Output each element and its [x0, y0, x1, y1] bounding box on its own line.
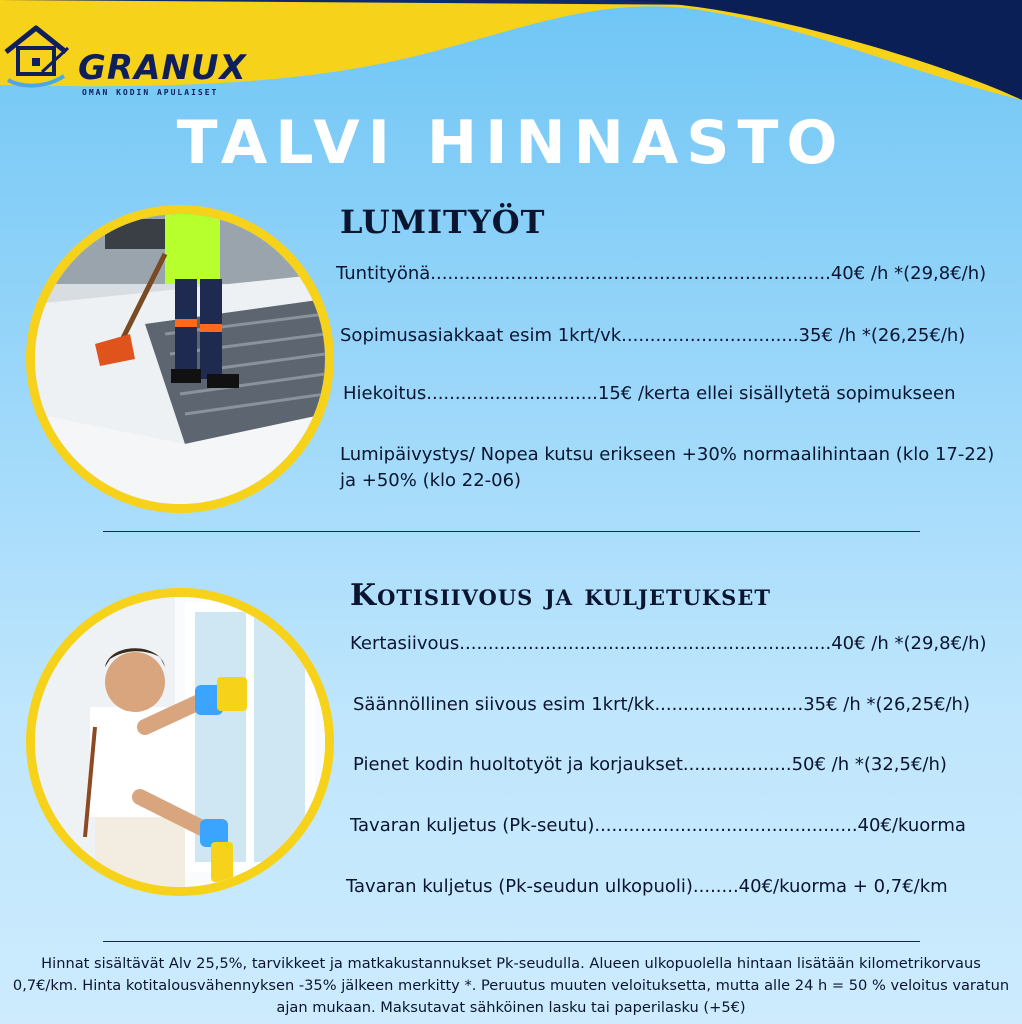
page-title: TALVI HINNASTO	[176, 108, 846, 178]
price-line-sopimusasiakkaat: Sopimusasiakkaat esim 1krt/vk...............................35€ /h *(26,25€/h)	[340, 325, 966, 346]
price-line-kuljetus-ulkopuoli: Tavaran kuljetus (Pk-seudun ulkopuoli)........40€/kuorma + 0,7€/km	[346, 876, 948, 897]
price-line-kuljetus-pk: Tavaran kuljetus (Pk-seutu)..............................................40€/kuorma	[350, 815, 966, 836]
price-line-huoltotyot: Pienet kodin huoltotyöt ja korjaukset...................50€ /h *(32,5€/h)	[353, 754, 947, 775]
price-line-saannollinen-siivous: Säännöllinen siivous esim 1krt/kk..........................35€ /h *(26,25€/h)	[353, 694, 970, 715]
section-divider	[103, 531, 920, 532]
footer-divider	[103, 941, 920, 942]
snow-shoveling-photo	[26, 205, 334, 513]
footer-note: Hinnat sisältävät Alv 25,5%, tarvikkeet ja matkakustannukset Pk-seudulla. Alueen ulkopuolella hintaan lisätään kilometrikorvaus 0,7€/km. Hinta kotitalousvähennyksen -35% jälkeen merkitty *. Peruutus muuten veloituksetta, mutta alle 24 h = 50 % veloitus varatun ajan mukaan. Maksutavat sähköinen lasku tai paperilasku (+5€)	[12, 955, 1010, 1016]
house-broom-icon	[2, 22, 82, 92]
price-line-hiekoitus: Hiekoitus..............................15€ /kerta ellei sisällytetä sopimukseen	[343, 383, 956, 404]
price-line-tuntityo: Tuntityönä......................................................................40€ /h *(29,8€/h)	[336, 263, 987, 284]
price-line-kertasiivous: Kertasiivous.................................................................40€ /h *(29,8€/h)	[350, 633, 987, 654]
price-line-lumipaivystys: Lumipäivystys/ Nopea kutsu erikseen +30% normaalihintaan (klo 17-22) ja +50% (klo 22-06)	[340, 444, 995, 491]
brand-tagline: OMAN KODIN APULAISET	[82, 88, 219, 97]
window-cleaning-photo	[26, 588, 334, 896]
section-title-lumityot: LUMITYÖT	[340, 203, 546, 241]
brand-logo	[0, 18, 247, 97]
section-title-kotisiivous: Kotisiivous ja kuljetukset	[350, 578, 771, 613]
brand-name: GRANUX	[78, 48, 247, 88]
